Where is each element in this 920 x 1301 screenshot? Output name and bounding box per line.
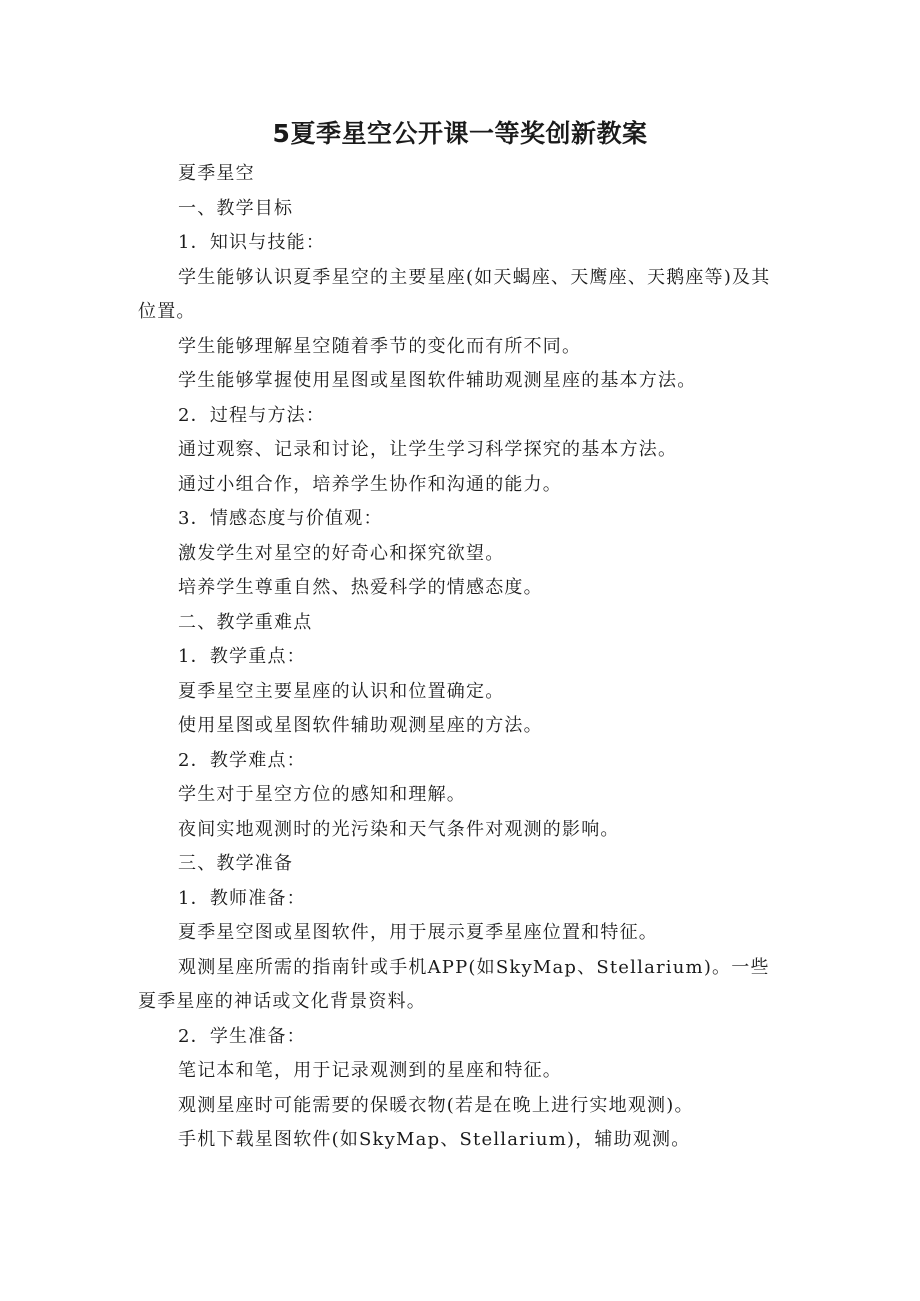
section-heading: 二、教学重难点	[178, 611, 313, 633]
subsection-heading: 1．教师准备：	[178, 887, 306, 909]
paragraph: 激发学生对星空的好奇心和探究欲望。	[178, 542, 505, 564]
paragraph: 使用星图或星图软件辅助观测星座的方法。	[178, 715, 543, 736]
subsection-heading: 1．知识与技能：	[178, 232, 326, 253]
paragraph: 笔记本和笔，用于记录观测到的星座和特征。	[178, 1060, 562, 1081]
paragraph: 学生对于星空方位的感知和理解。	[178, 784, 466, 805]
paragraph: 培养学生尊重自然、热爱科学的情感态度。	[178, 577, 543, 598]
paragraph: 通过小组合作，培养学生协作和沟通的能力。	[178, 473, 562, 495]
paragraph: 观测星座所需的指南针或手机APP(如SkyMap、Stellarium)。一些夏季星座的神话或文化背景资料。	[138, 956, 770, 1012]
document-title: 5夏季星空公开课一等奖创新教案	[272, 119, 648, 148]
document-body	[138, 157, 788, 1158]
subsection-heading: 2．教学难点：	[178, 749, 306, 771]
paragraph: 学生能够掌握使用星图或星图软件辅助观测星座的基本方法。	[178, 370, 697, 391]
paragraph: 观测星座时可能需要的保暖衣物(若是在晚上进行实地观测)。	[178, 1094, 694, 1116]
paragraph: 学生能够理解星空随着季节的变化而有所不同。	[178, 335, 582, 357]
paragraph: 夏季星空图或星图软件，用于展示夏季星座位置和特征。	[178, 922, 658, 943]
paragraph: 手机下载星图软件(如SkyMap、Stellarium)，辅助观测。	[178, 1129, 691, 1150]
subsection-heading: 2．学生准备：	[178, 1025, 306, 1047]
subsection-heading: 1．教学重点：	[178, 646, 306, 667]
subsection-heading: 2．过程与方法：	[178, 404, 326, 426]
paragraph: 通过观察、记录和讨论，让学生学习科学探究的基本方法。	[178, 439, 678, 460]
section-heading: 三、教学准备	[178, 853, 294, 874]
section-heading: 夏季星空	[178, 163, 255, 184]
section-heading: 一、教学目标	[178, 197, 294, 219]
paragraph: 学生能够认识夏季星空的主要星座(如天蝎座、天鹰座、天鹅座等)及其位置。	[138, 266, 771, 322]
paragraph: 夜间实地观测时的光污染和天气条件对观测的影响。	[178, 818, 620, 840]
subsection-heading: 3．情感态度与价值观：	[178, 508, 383, 529]
paragraph: 夏季星空主要星座的认识和位置确定。	[178, 680, 505, 702]
